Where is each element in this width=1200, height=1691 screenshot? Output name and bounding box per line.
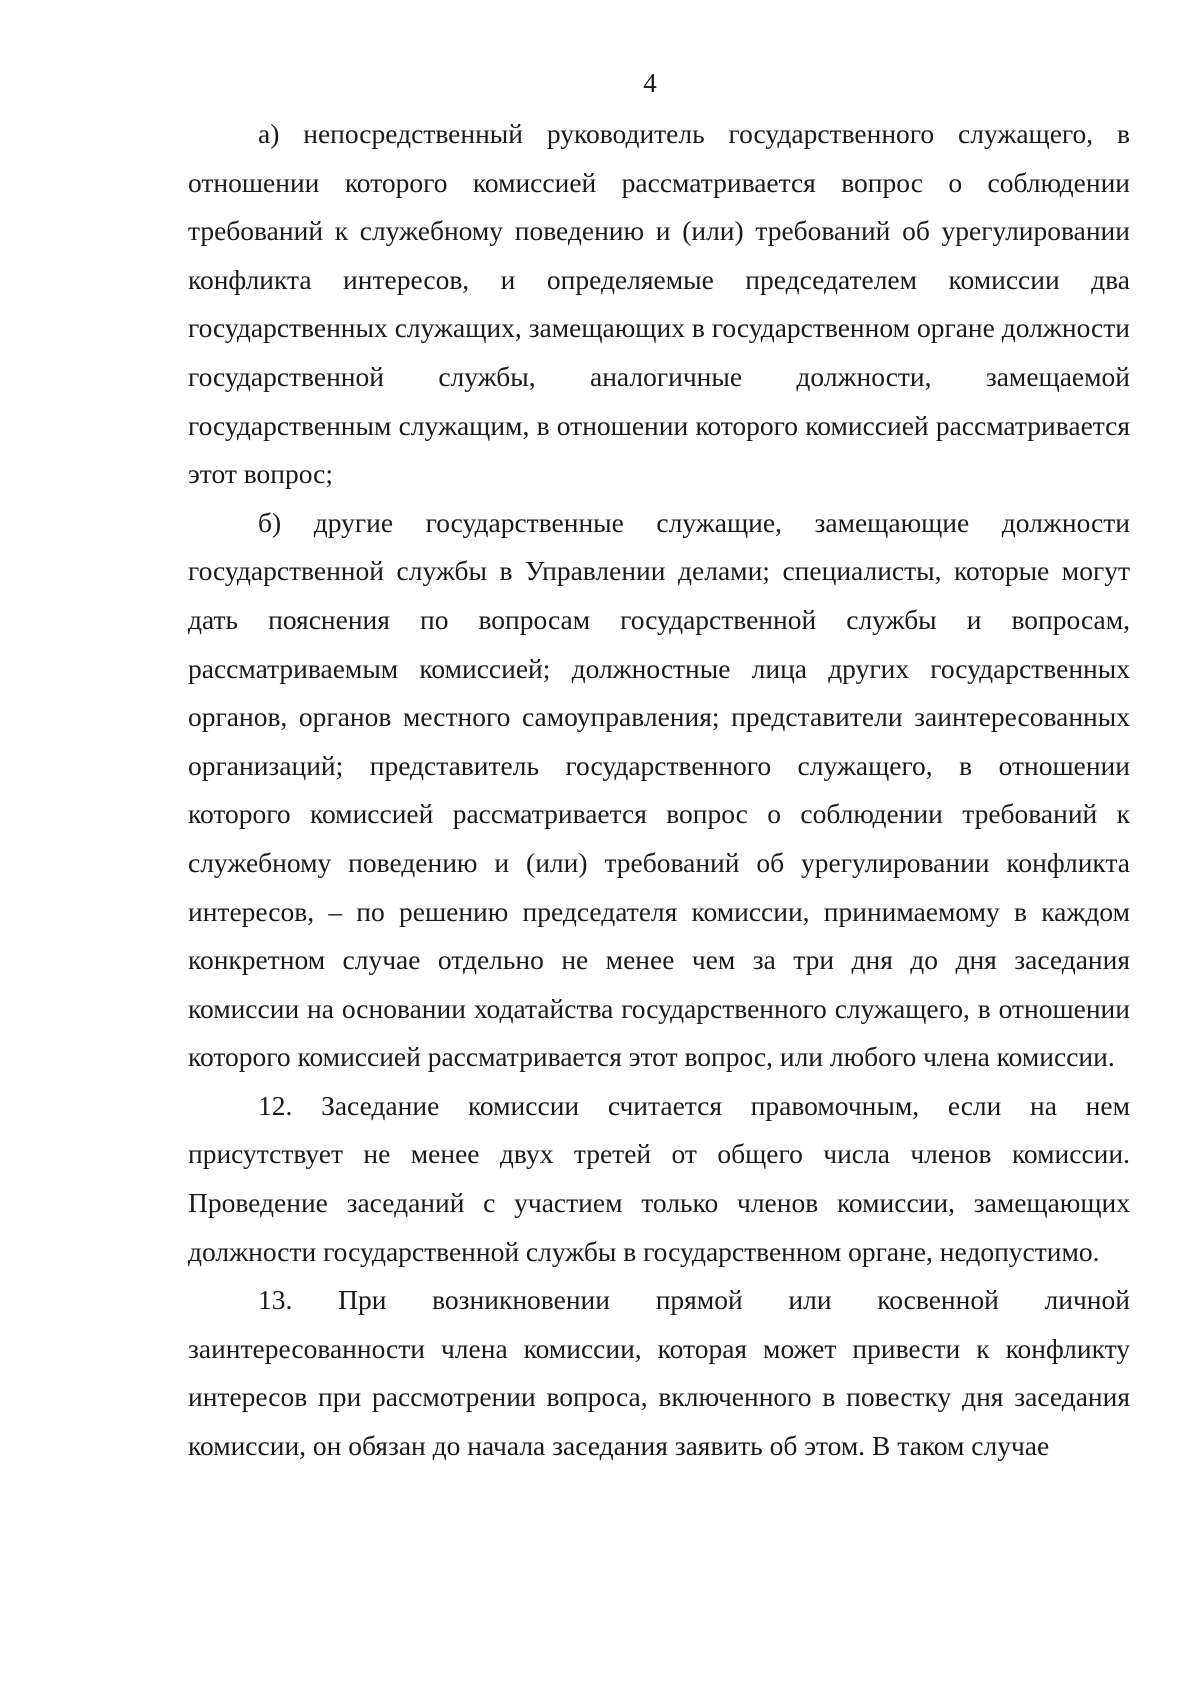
- paragraph-b: б) другие государственные служащие, замещающие должности государственной службы в Управлении делами; специалисты, которые могут дать пояснения по вопросам государственной службы и вопросам, рассматриваемым комиссией; должностные лица других государственных органов, органов местного самоуправления; представители заинтересованных организаций; представитель государственного служащего, в отношении которого комиссией рассматривается вопрос о соблюдении требований к служебному поведению и (или) требований об урегулировании конфликта интересов, – по решению председателя комиссии, принимаемому в каждом конкретном случае отдельно не менее чем за три дня до дня заседания комиссии на основании ходатайства государственного служащего, в отношении которого комиссией рассматривается этот вопрос, или любого члена комиссии.: [188, 506, 1130, 1073]
- paragraph-13: 13. При возникновении прямой или косвенной личной заинтересованности члена комиссии, которая может привести к конфликту интересов при рассмотрении вопроса, включенного в повестку дня заседания комиссии, он обязан до начала заседания заявить об этом. В таком случае: [188, 1284, 1130, 1462]
- paragraph-12: 12. Заседание комиссии считается правомочным, если на нем присутствует не менее двух третей от общего числа членов комиссии. Проведение заседаний с участием только членов комиссии, замещающих должности государственной службы в государственном органе, недопустимо.: [188, 1089, 1130, 1267]
- paragraph-a: а) непосредственный руководитель государственного служащего, в отношении которого комиссией рассматривается вопрос о соблюдении требований к служебному поведению и (или) требований об урегулировании конфликта интересов, и определяемые председателем комиссии два государственных служащих, замещающих в государственном органе должности государственной службы, аналогичные должности, замещаемой государственным служащим, в отношении которого комиссией рассматривается этот вопрос;: [188, 118, 1130, 490]
- document-body: [188, 110, 1130, 1471]
- page-number: 4: [643, 68, 657, 98]
